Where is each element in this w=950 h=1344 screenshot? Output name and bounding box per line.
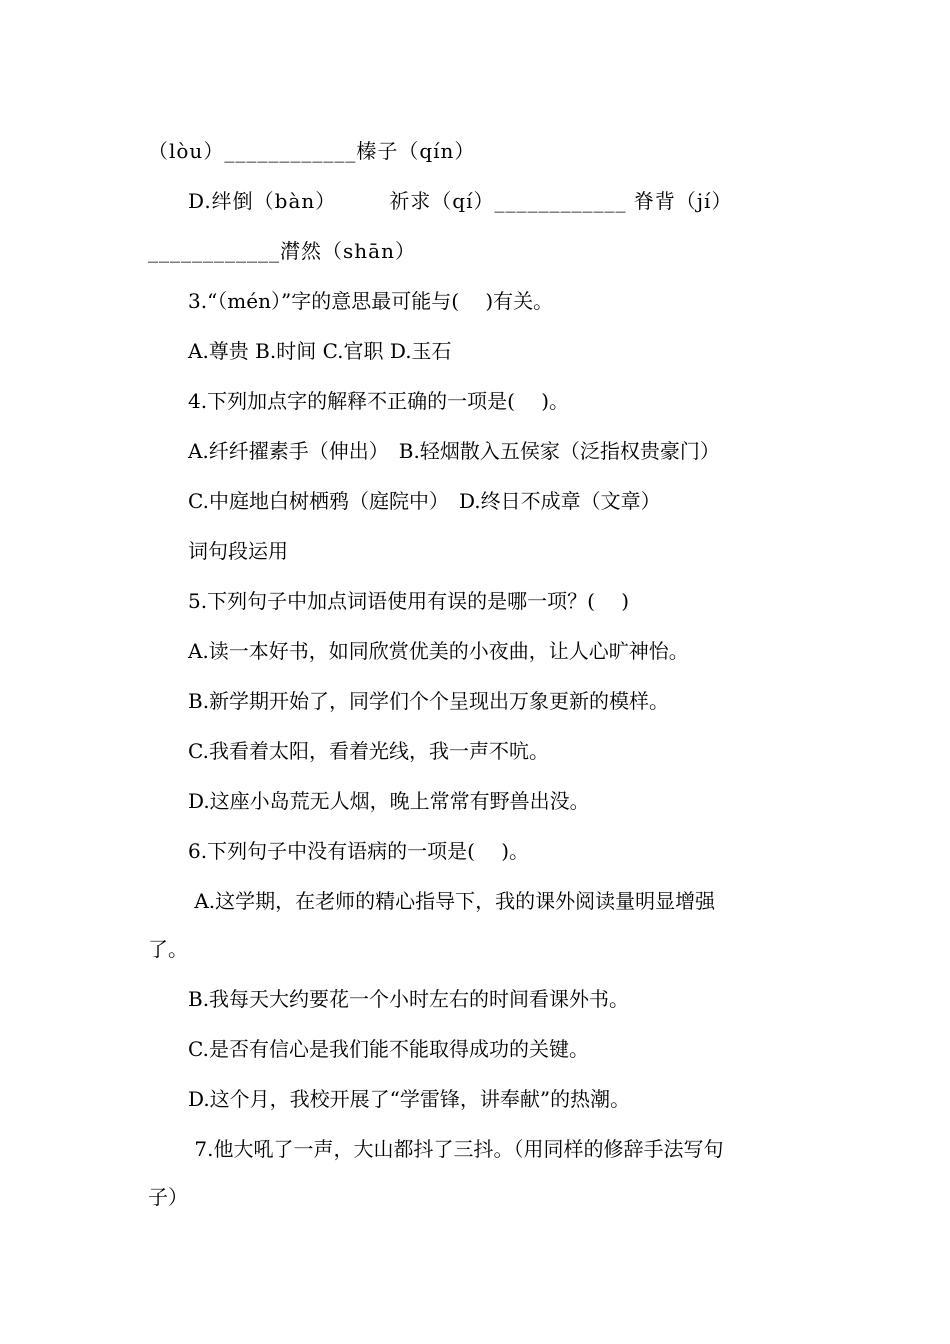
question-7-cont: 子）	[148, 1185, 188, 1209]
question-6-option-b: B.我每天大约要花一个小时左右的时间看课外书。	[188, 987, 630, 1011]
option-d-line: D.绊倒（bàn） 祈求（qí）____________ 脊背（jí）	[188, 189, 733, 213]
question-3-options: A.尊贵 B.时间 C.官职 D.玉石	[188, 339, 452, 363]
question-5-option-b: B.新学期开始了，同学们个个呈现出万象更新的模样。	[188, 689, 670, 713]
question-4: 4.下列加点字的解释不正确的一项是( )。	[188, 389, 570, 413]
question-3: 3.“（mén）”字的意思最可能与( )有关。	[188, 289, 554, 313]
question-6-option-c: C.是否有信心是我们能不能取得成功的关键。	[188, 1037, 589, 1061]
question-5-option-c: C.我看着太阳，看着光线，我一声不吭。	[188, 739, 549, 763]
question-4-options-ab: A.纤纤擢素手（伸出） B.轻烟散入五侯家（泛指权贵豪门）	[188, 439, 720, 463]
section-heading: 词句段运用	[188, 539, 288, 563]
question-6-option-a-cont: 了。	[148, 937, 188, 961]
question-6: 6.下列句子中没有语病的一项是( )。	[188, 839, 530, 863]
text-line-1: （lòu）____________榛子（qín）	[148, 139, 476, 163]
question-5-option-a: A.读一本好书，如同欣赏优美的小夜曲，让人心旷神怡。	[188, 639, 689, 663]
question-4-options-cd: C.中庭地白树栖鸦（庭院中） D.终日不成章（文章）	[188, 489, 661, 513]
question-7: 7.他大吼了一声，大山都抖了三抖。（用同样的修辞手法写句	[188, 1137, 724, 1161]
text-line-3: ____________潸然（shān）	[148, 239, 416, 263]
question-5: 5.下列句子中加点词语使用有误的是哪一项？( )	[188, 589, 630, 613]
question-5-option-d: D.这座小岛荒无人烟，晚上常常有野兽出没。	[188, 789, 590, 813]
question-6-option-d: D.这个月，我校开展了“学雷锋，讲奉献”的热潮。	[188, 1087, 631, 1111]
question-6-option-a: A.这学期，在老师的精心指导下，我的课外阅读量明显增强	[188, 889, 716, 913]
